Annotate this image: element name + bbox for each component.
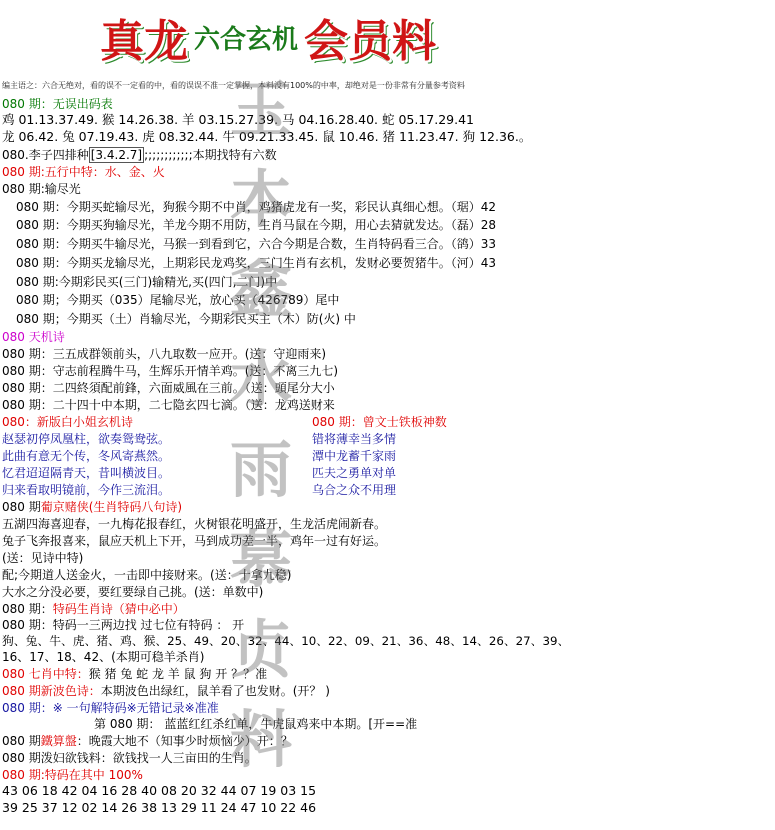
shrew-line: 080 期泼妇欲钱料：欲钱找一人三亩田的生肖。	[2, 751, 257, 765]
watermark-char-4: 水	[230, 343, 293, 416]
heaven-poem-line-4: 080 期：二十四十中本期，二七隐玄四七滴。（送：龙鸡送财来	[2, 398, 335, 412]
iron-board-title: 080 期：曾文士铁板神数	[312, 415, 447, 429]
special-code-row-1: 43 06 18 42 04 16 28 40 08 20 32 44 07 19 03 15	[2, 783, 317, 798]
lose-all-line-4: 080 期：今期买龙输尽光，上期彩民龙鸡奖，三门生肖有玄机，发财必要贺猪牛。（河）43	[16, 256, 496, 270]
disclaimer-text: 编主语之：六合无绝对，看的误不一定看的中，看的误误不准一定掌握，本料没有100%的中率，却绝对是一份非常有分量参考资料	[2, 81, 465, 90]
five-elements-title: 080 期:五行中特：水、金、火	[2, 165, 165, 179]
one-sentence-title: 080 期：※ 一句解特码※无错记录※准准	[2, 701, 219, 715]
code-table-row-1: 鸡 01.13.37.49. 猴 14.26.38. 羊 03.15.27.39. 马 04.16.28.40. 蛇 05.17.29.41	[2, 112, 474, 127]
title-part-2: 六合玄机	[194, 24, 299, 55]
seven-zodiac-value: 猴 猪 兔 蛇 龙 羊 鼠 狗 开 ？？准	[88, 667, 268, 681]
gambler-line-2: 兔子飞奔报喜来，鼠应天机上下开，马到成功差一半，鸡年一过有好运。	[2, 534, 387, 548]
white-lady-line-4: 归来看取明镜前，今作三流泪。	[2, 483, 171, 497]
lose-all-line-5: 080 期:今期彩民买(三门)输精光,买(四门,二门)中	[16, 275, 278, 289]
iron-board-line-2: 潭中龙蓄千家雨	[312, 449, 397, 463]
white-lady-line-2: 此曲有意无个传，冬风寄燕然。	[2, 449, 171, 463]
watermark-char-3: 鑫	[230, 253, 293, 326]
lose-all-line-1: 080 期：今期买蛇输尽光，狗猴今期不中肖，鸡猪虎龙有一奖，彩民认真细心想。（琚）42	[16, 200, 496, 214]
plum-four-line	[2, 147, 277, 163]
watermark-char-8: 料	[230, 703, 293, 776]
zodiac-poem-line-1: 080 期：特码一三两边找 过七位有特码 ： 开	[2, 618, 245, 632]
seven-zodiac-title: 080 七肖中特：	[2, 667, 89, 681]
heaven-poem-line-3: 080 期：二四終須配前鋒，六面威風在三前。（送：頭尾分大小	[2, 381, 335, 395]
iron-board-line-4: 乌合之众不用理	[312, 483, 397, 497]
wave-color-title: 080 期新波色诗：	[2, 684, 101, 698]
title-part-1: 真龙	[100, 16, 188, 67]
one-sentence-line: 第 080 期： 蓝蓝红红杀红单，牛虎鼠鸡来中本期。[开==准	[94, 717, 418, 731]
lose-all-title: 080 期:输尽光	[2, 182, 81, 196]
white-lady-title: 080：新版白小姐玄机诗	[2, 415, 133, 429]
watermark	[200, 60, 330, 830]
gambler-title: 葡京赌侠(生肖特码八句诗)	[40, 500, 183, 514]
code-table-row-2: 龙 06.42. 兔 07.19.43. 虎 08.32.44. 牛 09.21.33.45. 鼠 10.46. 猪 11.23.47. 狗 12.36.。	[2, 129, 532, 144]
lose-all-line-3: 080 期：今期买牛输尽光，马猴一到看到它，六合今期是合数，生肖特码看三合。（鹆）33	[16, 237, 496, 251]
watermark-char-7: 贞	[230, 613, 293, 686]
iron-board-line-3: 匹夫之勇单对单	[312, 466, 397, 480]
title-part-3: 会员料	[304, 16, 437, 67]
watermark-char-5: 雨	[230, 433, 293, 506]
lose-all-line-6: 080 期；今期买（035）尾输尽光，放心买（426789）尾中	[16, 293, 340, 307]
gambler-line-3: (送：见诗中特)	[2, 551, 84, 565]
white-lady-line-1: 赵瑟初停凤凰柱，欲奏鸳鸯弦。	[2, 432, 171, 446]
iron-board-line-1: 错将薄幸当多情	[312, 432, 397, 446]
heaven-poem-line-1: 080 期：三五成群领前头，八九取数一应开。(送：守迎雨来)	[2, 347, 327, 361]
special-code-row-2: 39 25 37 12 02 14 26 38 13 29 11 24 47 10 22 46	[2, 800, 317, 815]
seven-zodiac-line	[2, 666, 267, 682]
watermark-char-2: 本	[230, 163, 293, 236]
abacus-line	[2, 733, 293, 749]
zodiac-poem-line-3: 16、17、18、42、(本期可稳羊杀肖)	[2, 650, 205, 664]
zodiac-poem-prefix: 080 期：	[2, 602, 53, 616]
white-lady-line-3: 忆君迢迢隔青天，昔叫横波目。	[2, 466, 171, 480]
zodiac-poem-title: 特码生肖诗（猜中必中）	[52, 602, 185, 616]
gambler-prefix: 080 期	[2, 500, 41, 514]
gambler-line-1: 五湖四海喜迎春，一九梅花报春红，火树银花明盛开，生龙活虎闹新春。	[2, 517, 387, 531]
plum-four-suffix: ;;;;;;;;;;;;本期找特有六数	[144, 148, 277, 162]
abacus-value: ：晚霞大地不（知事少时烦恼少）开：？	[76, 734, 293, 748]
header-banner	[0, 0, 775, 78]
special-code-title: 080 期:特码在其中 100%	[2, 768, 143, 782]
lose-all-line-7: 080 期；今期买（土）肖输尽光，今期彩民买主（木）防(火) 中	[16, 312, 356, 326]
plum-four-prefix: 080.李子四排种	[2, 148, 89, 162]
code-table-title: 080 期：无误出码表	[2, 97, 113, 111]
zodiac-poem-line-2: 狗、兔、牛、虎、猪、鸡、猴、25、49、20、32、44、10、22、09、21、36、48、14、26、27、39、	[2, 634, 570, 648]
taoist-line-2: 大水之分没必要，要红要绿自己挑。(送：单数中)	[2, 585, 264, 599]
zodiac-poem-title-line	[2, 601, 185, 617]
gambler-title-line	[2, 499, 182, 515]
plum-four-numbers: [3.4.2.7]	[90, 148, 143, 162]
abacus-prefix: 080 期	[2, 734, 41, 748]
page-title	[100, 2, 436, 72]
taoist-line-1: 配;今期道人送金火，一击即中接财来。(送：十拿九稳)	[2, 568, 292, 582]
wave-color-line	[2, 683, 330, 699]
heaven-poem-title: 080 天机诗	[2, 330, 65, 344]
watermark-char-1: 玉	[230, 73, 293, 146]
lose-all-line-2: 080 期：今期买狗输尽光，羊龙今期不用防，生肖马鼠在今期，用心去猜就发达。（磊）28	[16, 218, 496, 232]
abacus-title: 鐵算盤	[40, 734, 77, 748]
heaven-poem-line-2: 080 期：守志前程腾牛马，生辉乐开情羊鸡。(送：不离三九七)	[2, 364, 339, 378]
watermark-char-6: 慕	[230, 523, 293, 596]
wave-color-value: 本期波色出绿红，鼠羊看了也发财。(开？ )	[100, 684, 330, 698]
